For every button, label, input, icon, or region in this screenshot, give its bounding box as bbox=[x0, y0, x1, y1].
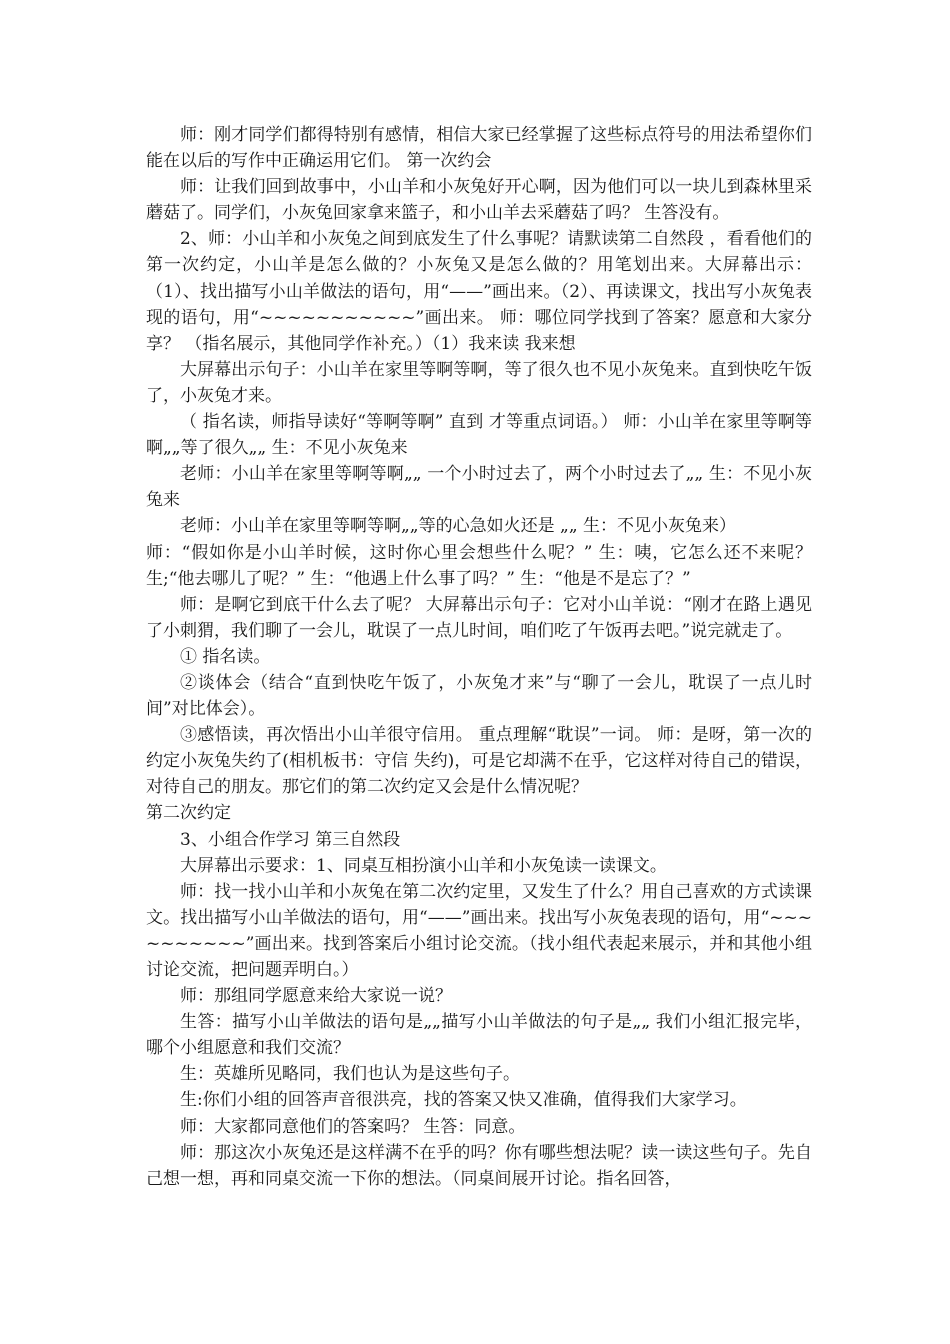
paragraph: 师：刚才同学们都得特别有感情，相信大家已经掌握了这些标点符号的用法希望你们能在以后的写作中正确运用它们。 第一次约会 bbox=[146, 125, 812, 172]
paragraph: 师：那组同学愿意来给大家说一说？ bbox=[180, 986, 452, 1007]
paragraph: 师：那这次小灰兔还是这样满不在乎的吗？你有哪些想法呢？读一读这些句子。先自己想一想，再和同桌交流一下你的想法。（同桌间展开讨论。指名回答， bbox=[146, 1142, 812, 1189]
paragraph: 2、师：小山羊和小灰兔之间到底发生了什么事呢？请默读第二自然段 ，看看他们的第一次约定，小山羊是怎么做的？小灰兔又是怎么做的？用笔划出来。大屏幕出示：（1）、找出描写小山羊做法的语句，用“——”画出来。（2）、再读课文，找出写小灰兔表现的语句，用“~~~~~~~~~~~”画出来。 师：哪位同学找到了答案？愿意和大家分享？ （指名展示，其他同学作补充。）（1）我来读 我来想 bbox=[146, 229, 812, 354]
paragraph: 老师：小山羊在家里等啊等啊„„ 一个小时过去了，两个小时过去了„„ 生：不见小灰兔来 bbox=[146, 464, 812, 511]
paragraph: 师：是啊它到底干什么去了呢？ 大屏幕出示句子：它对小山羊说：“刚才在路上遇见了小刺猬，我们聊了一会儿，耽误了一点儿时间，咱们吃了午饭再去吧。”说完就走了。 bbox=[146, 594, 812, 641]
paragraph: 生答：描写小山羊做法的语句是„„描写小山羊做法的句子是„„ 我们小组汇报完毕，哪个小组愿意和我们交流？ bbox=[146, 1012, 812, 1059]
paragraph: 师：找一找小山羊和小灰兔在第二次约定里，又发生了什么？用自己喜欢的方式读课文。找出描写小山羊做法的语句，用“——”画出来。找出写小灰兔表现的语句，用“~~~~~~~~~~”画出来。找到答案后小组讨论交流。（找小组代表起来展示，并和其他小组讨论交流，把问题弄明白。） bbox=[146, 881, 812, 980]
paragraph: 师：让我们回到故事中，小山羊和小灰兔好开心啊，因为他们可以一块儿到森林里采蘑菇了。同学们，小灰兔回家拿来篮子，和小山羊去采蘑菇了吗？ 生答没有。 bbox=[146, 177, 812, 224]
paragraph: 生：英雄所见略同，我们也认为是这些句子。 bbox=[180, 1064, 520, 1085]
paragraph: 大屏幕出示要求：1、同桌互相扮演小山羊和小灰兔读一读课文。 bbox=[180, 855, 667, 876]
paragraph: ③感悟读，再次悟出小山羊很守信用。 重点理解“耽误”一词。 师：是呀，第一次的约定小灰兔失约了(相机板书：守信 失约)，可是它却满不在乎，它这样对待自己的错误，对待自己的朋友。那它们的第二次约定又会是什么情况呢？ bbox=[146, 725, 812, 798]
paragraph: 3、小组合作学习 第三自然段 bbox=[180, 829, 401, 850]
paragraph: 师：“假如你是小山羊时候，这时你心里会想些什么呢？” 生：咦，它怎么还不来呢？ 生;“他去哪儿了呢？” 生：“他遇上什么事了吗？” 生：“他是不是忘了？” bbox=[146, 542, 812, 589]
paragraph: 大屏幕出示句子：小山羊在家里等啊等啊，等了很久也不见小灰兔来。直到快吃午饭 了，小灰兔才来。 bbox=[146, 359, 812, 406]
paragraph: 生:你们小组的回答声音很洪亮，找的答案又快又准确，值得我们大家学习。 bbox=[180, 1090, 747, 1111]
section-heading: 第二次约定 bbox=[146, 803, 231, 824]
paragraph: （ 指名读，师指导读好“等啊等啊” 直到 才等重点词语。） 师：小山羊在家里等啊等啊„„等了很久„„ 生：不见小灰兔来 bbox=[146, 412, 812, 459]
paragraph: 老师：小山羊在家里等啊等啊„„等的心急如火还是 „„ 生：不见小灰兔来） bbox=[180, 516, 737, 537]
paragraph: ②谈体会（结合“直到快吃午饭了，小灰兔才来”与“聊了一会儿，耽误了一点儿时间”对比体会）。 bbox=[146, 672, 812, 720]
paragraph: 师：大家都同意他们的答案吗？ 生答：同意。 bbox=[180, 1116, 526, 1137]
document-body bbox=[146, 122, 812, 1192]
paragraph: ① 指名读。 bbox=[180, 646, 271, 667]
